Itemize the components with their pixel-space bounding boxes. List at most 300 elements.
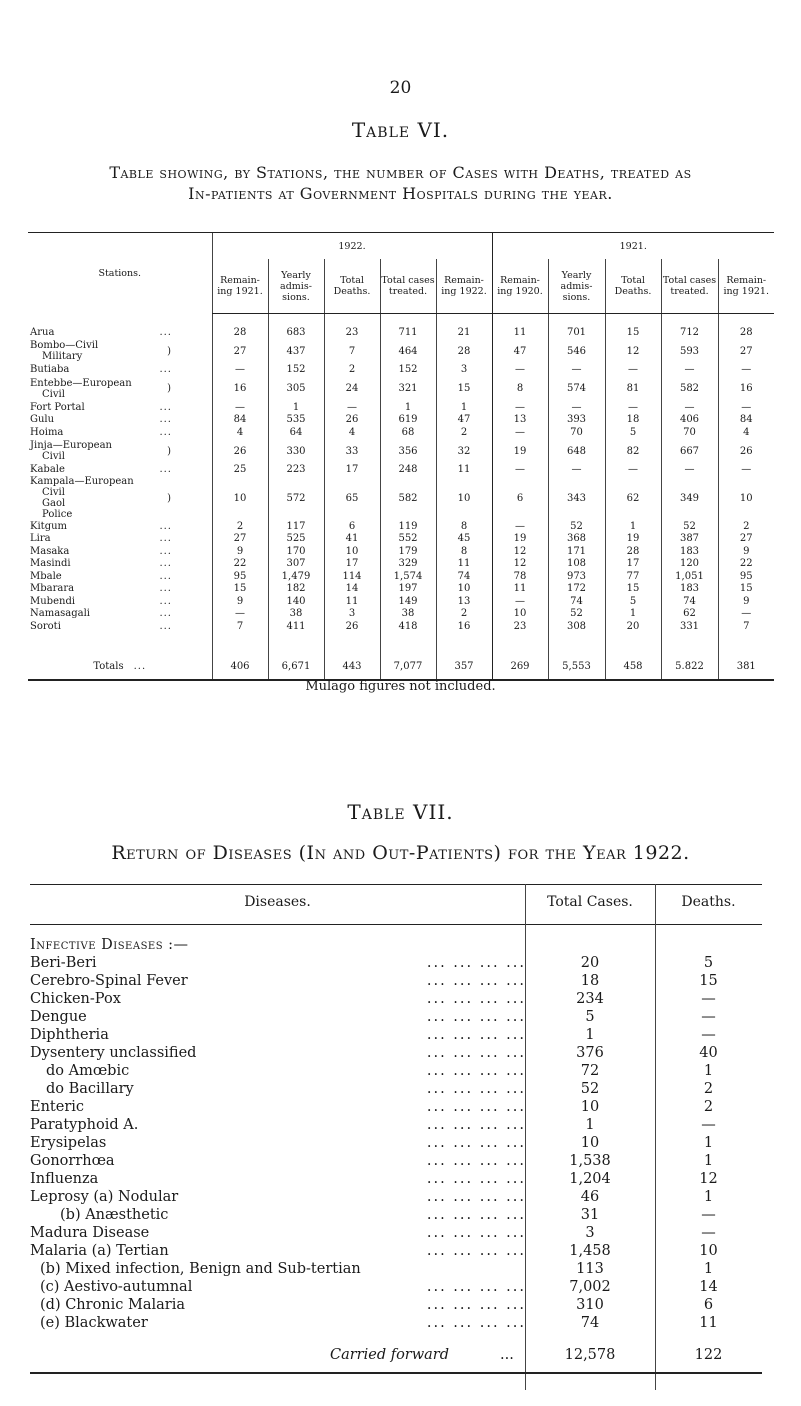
disease-total: 10 (580, 1099, 600, 1115)
table6-title: Table VI. (351, 118, 450, 142)
value-cell: 356 (380, 439, 436, 464)
value-cell: 12 (605, 339, 661, 364)
value-cell: 74 (436, 570, 492, 583)
value-cell: 26 (212, 439, 268, 464)
total-cell: 6,671 (268, 655, 324, 680)
value-cell: 170 (268, 545, 324, 558)
value-cell: 10 (436, 583, 492, 596)
disease-name: do Amœbic (46, 1063, 130, 1079)
disease-row (30, 1260, 762, 1278)
value-cell: 11 (492, 583, 548, 596)
value-cell: — (492, 364, 548, 377)
station-name: Kampala—European (30, 476, 134, 487)
disease-deaths: 6 (703, 1297, 714, 1313)
value-cell: 1 (436, 401, 492, 414)
value-cell: 77 (605, 570, 661, 583)
station-row (28, 439, 774, 464)
value-cell: 47 (492, 339, 548, 364)
table6-caption-line2: In-patients at Government Hospitals during the year. (188, 184, 613, 203)
station-subname: Civil (42, 388, 65, 400)
disease-deaths: — (701, 1207, 716, 1223)
station-name: Hoima (30, 426, 64, 438)
disease-total: 1,204 (569, 1171, 611, 1187)
col-header-1921-2: Total Deaths. (605, 259, 661, 314)
value-cell: 41 (324, 533, 380, 546)
station-name: Mbarara (30, 583, 75, 595)
value-cell: 52 (661, 520, 718, 533)
value-cell: 1 (380, 401, 436, 414)
value-cell: 84 (718, 414, 774, 427)
value-cell: 12 (492, 545, 548, 558)
value-cell: — (492, 401, 548, 414)
value-cell: 305 (268, 376, 324, 401)
value-cell: 81 (605, 376, 661, 401)
station-cell: Fort Portal ... (30, 401, 172, 413)
year-1921-header: 1921. (492, 233, 774, 260)
value-cell: 74 (548, 595, 605, 608)
station-row (28, 595, 774, 608)
disease-row: Paratyphoid A. ... ... ... ... 1 — (30, 1116, 762, 1134)
col-header-1922-3: Total cases treated. (380, 259, 436, 314)
station-subname: Civil (42, 451, 65, 462)
disease-total: 52 (580, 1081, 600, 1097)
value-cell: 26 (324, 620, 380, 633)
totals-label: Totals ... (28, 655, 212, 680)
value-cell: 27 (212, 533, 268, 546)
value-cell: 22 (718, 558, 774, 571)
station-cell: Lira ... (30, 533, 172, 545)
disease-name: Erysipelas (30, 1135, 107, 1151)
disease-deaths: 1 (703, 1189, 714, 1205)
disease-total: 113 (576, 1261, 604, 1277)
value-cell: 27 (212, 339, 268, 364)
value-cell: 120 (661, 558, 718, 571)
value-cell: 667 (661, 439, 718, 464)
station-cell: Kitgum ... (30, 520, 172, 532)
station-name: Mubendi (30, 595, 76, 607)
value-cell: 152 (268, 364, 324, 377)
station-row (28, 545, 774, 558)
total-cell: 458 (605, 655, 661, 680)
disease-name: Diphtheria (30, 1027, 109, 1043)
value-cell: 3 (436, 364, 492, 377)
disease-deaths: — (701, 1117, 716, 1133)
station-cell: Entebbe—European Civil ) (30, 377, 172, 400)
totals-row (28, 655, 774, 680)
station-name: Butiaba (30, 364, 70, 376)
value-cell: 15 (436, 376, 492, 401)
disease-row: Madura Disease ... ... ... ... 3 — (30, 1224, 762, 1242)
value-cell: 152 (380, 364, 436, 377)
col-header-1922-1: Yearly admis- sions. (268, 259, 324, 314)
disease-total: 31 (580, 1207, 600, 1223)
value-cell: 5 (605, 595, 661, 608)
total-cell: 5,553 (548, 655, 605, 680)
value-cell: 17 (605, 558, 661, 571)
station-cell: Butiaba ... (30, 364, 172, 376)
disease-row: Dysentery unclassified ... ... ... ... 376 40 (30, 1044, 762, 1062)
station-name: Namasagali (30, 608, 91, 620)
value-cell: 1,051 (661, 570, 718, 583)
carried-forward-total: 12,578 (564, 1347, 616, 1363)
disease-total: 72 (580, 1063, 600, 1079)
station-cell: Mubendi ... (30, 595, 172, 607)
value-cell: 15 (718, 583, 774, 596)
disease-row: Malaria (a) Tertian ... ... ... ... 1,458 10 (30, 1242, 762, 1260)
total-cell: 7,077 (380, 655, 436, 680)
disease-name: Malaria (a) Tertian (30, 1243, 169, 1259)
value-cell: 70 (548, 426, 605, 439)
value-cell: 8 (436, 520, 492, 533)
value-cell: 1,479 (268, 570, 324, 583)
station-cell: Namasagali ... (30, 608, 172, 620)
disease-deaths: — (701, 1009, 716, 1025)
value-cell: 593 (661, 339, 718, 364)
value-cell: 307 (268, 558, 324, 571)
disease-deaths: 2 (703, 1081, 714, 1097)
col-header-1921-3: Total cases treated. (661, 259, 718, 314)
station-row (28, 520, 774, 533)
table7-top-rule (30, 884, 762, 885)
value-cell: 15 (605, 583, 661, 596)
disease-deaths: 1 (703, 1063, 714, 1079)
disease-deaths: 14 (699, 1279, 718, 1295)
value-cell: 223 (268, 464, 324, 477)
station-name: Masindi (30, 558, 71, 570)
value-cell: — (718, 464, 774, 477)
disease-name: Gonorrhœa (30, 1153, 115, 1169)
value-cell: 973 (548, 570, 605, 583)
value-cell: 13 (436, 595, 492, 608)
value-cell: 64 (268, 426, 324, 439)
value-cell: 9 (718, 595, 774, 608)
disease-name: (e) Blackwater (40, 1315, 148, 1331)
value-cell: 74 (661, 595, 718, 608)
station-subname: Police (42, 509, 73, 520)
value-cell: 18 (605, 414, 661, 427)
value-cell: 330 (268, 439, 324, 464)
value-cell: 27 (718, 339, 774, 364)
disease-row: Influenza ... ... ... ... 1,204 12 (30, 1170, 762, 1188)
value-cell: 28 (436, 339, 492, 364)
value-cell: 406 (661, 414, 718, 427)
value-cell: 387 (661, 533, 718, 546)
station-cell: Gulu ... (30, 414, 172, 426)
value-cell: 22 (212, 558, 268, 571)
value-cell: 393 (548, 414, 605, 427)
disease-name: Madura Disease (30, 1225, 150, 1241)
value-cell: — (324, 401, 380, 414)
value-cell: 28 (212, 326, 268, 339)
disease-deaths: 5 (703, 955, 714, 971)
value-cell: 8 (492, 376, 548, 401)
disease-total: 234 (576, 991, 604, 1007)
value-cell: 5 (605, 426, 661, 439)
station-subname: Civil (42, 487, 65, 498)
value-cell: 182 (268, 583, 324, 596)
value-cell: 82 (605, 439, 661, 464)
station-name: Mbale (30, 570, 62, 582)
value-cell: 15 (605, 326, 661, 339)
value-cell: 28 (718, 326, 774, 339)
value-cell: 11 (324, 595, 380, 608)
value-cell: 183 (661, 545, 718, 558)
value-cell: 52 (548, 520, 605, 533)
disease-name: (b) Mixed infection, Benign and Sub-tertian (40, 1261, 361, 1277)
deaths-header: Deaths. (681, 894, 736, 910)
col-header-1921-4: Remain- ing 1921. (718, 259, 774, 314)
value-cell: 65 (324, 476, 380, 520)
value-cell: 11 (436, 464, 492, 477)
station-cell: Bombo—Civil Military ) (30, 340, 172, 362)
value-cell: 4 (212, 426, 268, 439)
station-cell: Mbale ... (30, 570, 172, 582)
value-cell: 119 (380, 520, 436, 533)
value-cell: 525 (268, 533, 324, 546)
station-cell: Hoima ... (30, 426, 172, 438)
col-header-1922-4: Remain- ing 1922. (436, 259, 492, 314)
total-cell: 269 (492, 655, 548, 680)
disease-deaths: 15 (699, 973, 718, 989)
value-cell: 28 (605, 545, 661, 558)
value-cell: 17 (324, 464, 380, 477)
disease-row: Erysipelas ... ... ... ... 10 1 (30, 1134, 762, 1152)
disease-row: Beri-Beri ... ... ... ... 20 5 (30, 954, 762, 972)
value-cell: — (718, 608, 774, 621)
value-cell: 108 (548, 558, 605, 571)
disease-total: 310 (576, 1297, 604, 1313)
disease-deaths: 1 (703, 1153, 714, 1169)
value-cell: 78 (492, 570, 548, 583)
value-cell: 572 (268, 476, 324, 520)
total-cell: 406 (212, 655, 268, 680)
value-cell: — (605, 464, 661, 477)
station-row (28, 583, 774, 596)
value-cell: 117 (268, 520, 324, 533)
disease-name: Dysentery unclassified (30, 1045, 197, 1061)
value-cell: 14 (324, 583, 380, 596)
value-cell: 7 (324, 339, 380, 364)
carried-forward-label: Carried forward (330, 1347, 450, 1363)
value-cell: 683 (268, 326, 324, 339)
value-cell: 1 (605, 608, 661, 621)
value-cell: — (492, 464, 548, 477)
value-cell: 19 (492, 439, 548, 464)
value-cell: 19 (605, 533, 661, 546)
value-cell: — (718, 401, 774, 414)
value-cell: 20 (605, 620, 661, 633)
value-cell: 331 (661, 620, 718, 633)
value-cell: 32 (436, 439, 492, 464)
table7-bottom-rule (30, 1372, 762, 1374)
value-cell: 248 (380, 464, 436, 477)
value-cell: 197 (380, 583, 436, 596)
disease-name: Enteric (30, 1099, 85, 1115)
value-cell: — (492, 426, 548, 439)
value-cell: 3 (324, 608, 380, 621)
value-cell: 38 (268, 608, 324, 621)
value-cell: 9 (718, 545, 774, 558)
table6 (28, 232, 774, 681)
disease-deaths: — (701, 991, 716, 1007)
station-name: Gulu (30, 414, 55, 426)
disease-row: Leprosy (a) Nodular ... ... ... ... 46 1 (30, 1188, 762, 1206)
station-name: Lira (30, 533, 51, 545)
value-cell: 9 (212, 545, 268, 558)
total-cell: 357 (436, 655, 492, 680)
total-cell: 443 (324, 655, 380, 680)
value-cell: 1 (605, 520, 661, 533)
value-cell: 149 (380, 595, 436, 608)
station-row (28, 558, 774, 571)
value-cell: 321 (380, 376, 436, 401)
disease-row: Chicken-Pox ... ... ... ... 234 — (30, 990, 762, 1008)
value-cell: 6 (324, 520, 380, 533)
value-cell: 582 (380, 476, 436, 520)
value-cell: 11 (492, 326, 548, 339)
col-header-1922-0: Remain- ing 1921. (212, 259, 268, 314)
disease-name: do Bacillary (46, 1081, 134, 1097)
disease-row: (b) Anæsthetic ... ... ... ... 31 — (30, 1206, 762, 1224)
station-name: Kitgum (30, 520, 68, 532)
disease-name: Influenza (30, 1171, 99, 1187)
value-cell: 343 (548, 476, 605, 520)
station-row (28, 608, 774, 621)
disease-name: (d) Chronic Malaria (40, 1297, 185, 1313)
station-cell: Jinja—European Civil ) (30, 440, 172, 462)
table7-header-rule (30, 924, 762, 925)
station-row (28, 326, 774, 339)
value-cell: 70 (661, 426, 718, 439)
value-cell: 95 (718, 570, 774, 583)
station-row (28, 414, 774, 427)
disease-name: Cerebro-Spinal Fever (30, 973, 188, 989)
value-cell: 619 (380, 414, 436, 427)
table7-caption: Return of Diseases (In and Out-Patients) for the Year 1922. (111, 842, 690, 864)
disease-total: 74 (580, 1315, 600, 1331)
station-row (28, 620, 774, 633)
station-row (28, 364, 774, 377)
value-cell: 329 (380, 558, 436, 571)
value-cell: 535 (268, 414, 324, 427)
value-cell: — (492, 595, 548, 608)
value-cell: 172 (548, 583, 605, 596)
carried-forward-deaths: 122 (694, 1347, 723, 1363)
disease-total: 7,002 (569, 1279, 611, 1295)
value-cell: — (212, 401, 268, 414)
station-row (28, 533, 774, 546)
disease-total: 1,538 (569, 1153, 611, 1169)
value-cell: 2 (324, 364, 380, 377)
disease-deaths: 11 (699, 1315, 718, 1331)
disease-name: Leprosy (a) Nodular (30, 1189, 179, 1205)
disease-total: 1 (585, 1027, 595, 1043)
carried-forward-row: Carried forward ... 12,578 122 (30, 1346, 762, 1364)
disease-row: Enteric ... ... ... ... 10 2 (30, 1098, 762, 1116)
value-cell: 1,574 (380, 570, 436, 583)
value-cell: 38 (380, 608, 436, 621)
station-cell: Masaka ... (30, 545, 172, 557)
value-cell: 7 (718, 620, 774, 633)
disease-deaths: — (701, 1027, 716, 1043)
value-cell: 411 (268, 620, 324, 633)
station-name: Bombo—Civil (30, 340, 99, 351)
value-cell: 16 (718, 376, 774, 401)
station-name: Soroti (30, 620, 61, 632)
value-cell: 33 (324, 439, 380, 464)
disease-row: Diphtheria ... ... ... ... 1 — (30, 1026, 762, 1044)
totals-label-text: Totals (93, 661, 124, 672)
value-cell: 27 (718, 533, 774, 546)
value-cell: 23 (324, 326, 380, 339)
value-cell: 95 (212, 570, 268, 583)
disease-deaths: 1 (703, 1261, 714, 1277)
value-cell: 4 (324, 426, 380, 439)
table6-note: Mulago figures not included. (305, 679, 496, 694)
value-cell: — (605, 364, 661, 377)
disease-total: 3 (585, 1225, 595, 1241)
value-cell: 12 (492, 558, 548, 571)
value-cell: 2 (718, 520, 774, 533)
value-cell: 16 (212, 376, 268, 401)
total-cell: 381 (718, 655, 774, 680)
station-name: Entebbe—European (30, 377, 132, 389)
total-cell: 5.822 (661, 655, 718, 680)
value-cell: 17 (324, 558, 380, 571)
disease-row: (d) Chronic Malaria ... ... ... ... 310 6 (30, 1296, 762, 1314)
year-1922-header: 1922. (212, 233, 492, 260)
value-cell: 23 (492, 620, 548, 633)
station-cell: Soroti ... (30, 620, 172, 632)
station-name: Kabale (30, 464, 65, 476)
value-cell: 62 (661, 608, 718, 621)
value-cell: 114 (324, 570, 380, 583)
value-cell: 11 (436, 558, 492, 571)
value-cell: 52 (548, 608, 605, 621)
value-cell: 47 (436, 414, 492, 427)
disease-total: 5 (585, 1009, 595, 1025)
station-cell: Masindi ... (30, 558, 172, 570)
section-heading (30, 936, 762, 954)
value-cell: 16 (436, 620, 492, 633)
value-cell: 45 (436, 533, 492, 546)
value-cell: 8 (436, 545, 492, 558)
station-row (28, 570, 774, 583)
disease-total: 1,458 (569, 1243, 611, 1259)
value-cell: 10 (436, 476, 492, 520)
col-header-1921-0: Remain- ing 1920. (492, 259, 548, 314)
value-cell: 10 (718, 476, 774, 520)
value-cell: 140 (268, 595, 324, 608)
value-cell: 6 (492, 476, 548, 520)
section-label: Infective Diseases :— (30, 937, 189, 953)
disease-row: Cerebro-Spinal Fever ... ... ... ... 18 15 (30, 972, 762, 990)
station-row (28, 426, 774, 439)
value-cell: 19 (492, 533, 548, 546)
station-name: Jinja—European (30, 440, 112, 451)
value-cell: — (492, 520, 548, 533)
value-cell: 464 (380, 339, 436, 364)
disease-row: Dengue ... ... ... ... 5 — (30, 1008, 762, 1026)
disease-total: 10 (580, 1135, 600, 1151)
value-cell: 2 (436, 608, 492, 621)
disease-name: Beri-Beri (30, 955, 97, 971)
value-cell: 62 (605, 476, 661, 520)
value-cell: 4 (718, 426, 774, 439)
station-row (28, 464, 774, 477)
value-cell: 183 (661, 583, 718, 596)
station-row (28, 376, 774, 401)
